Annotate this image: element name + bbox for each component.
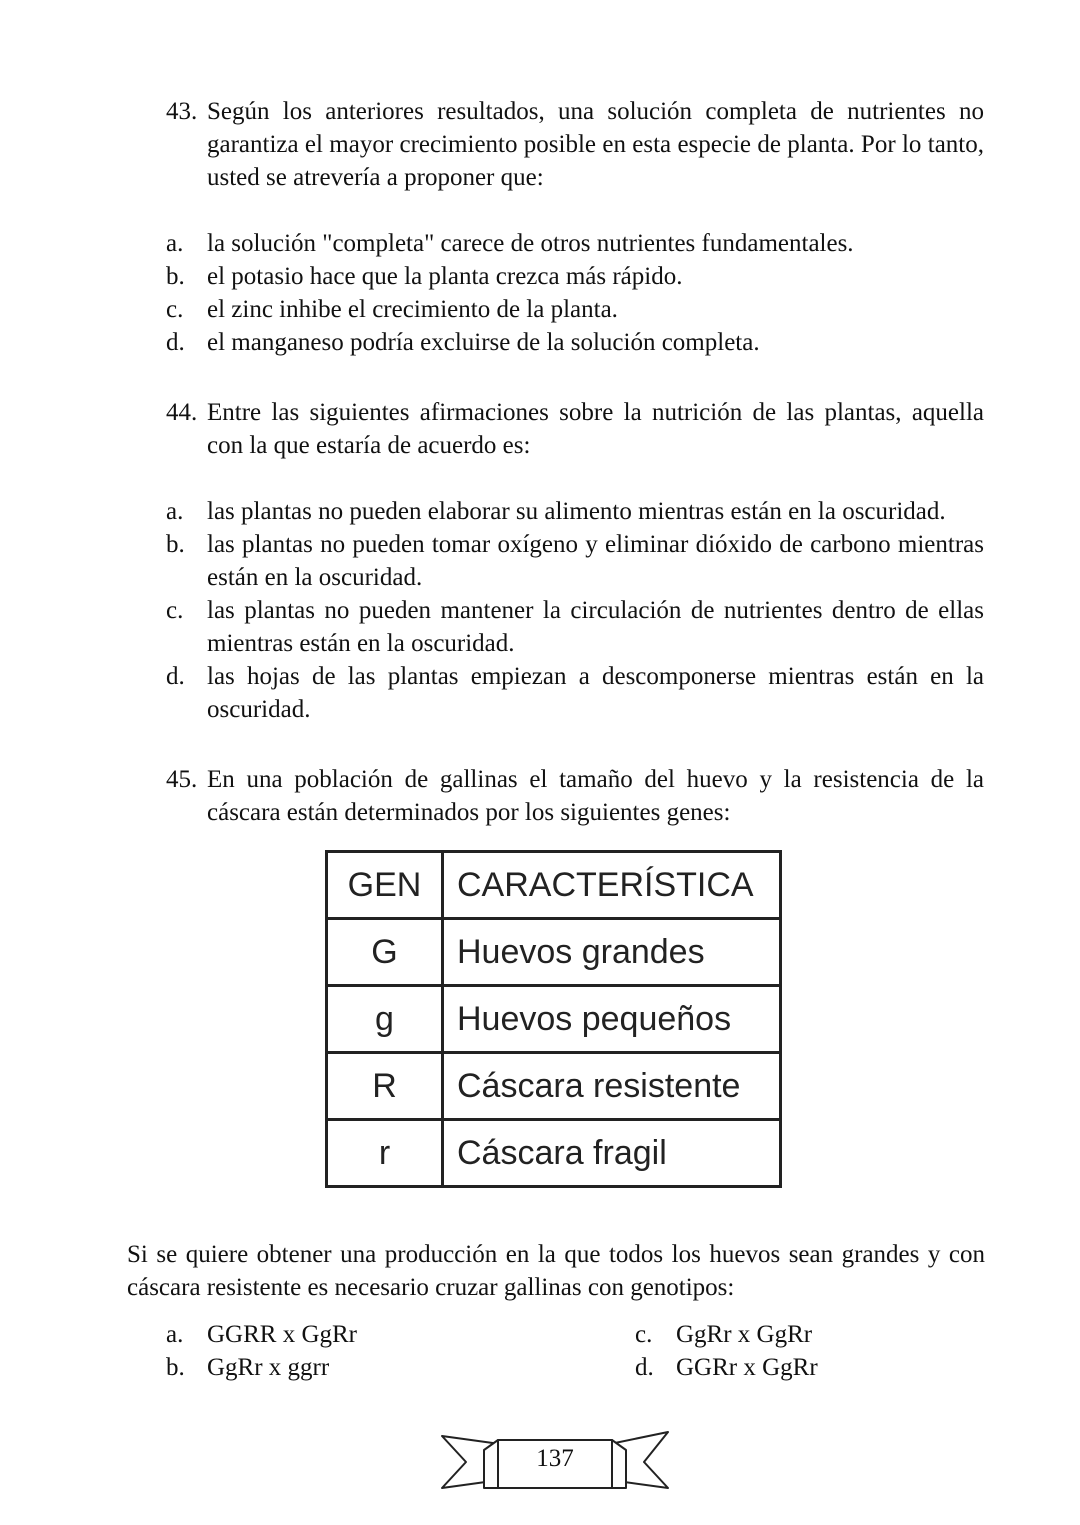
genes-table-container: [325, 850, 782, 1188]
genes-table: [325, 850, 782, 1188]
option-d: [635, 1351, 984, 1384]
question-text: Según los anteriores resultados, una solución completa de nutrientes no garantiza el mayor crecimiento posible en esta especie de planta. Por lo tanto, usted se atrevería a proponer que:: [207, 98, 984, 191]
option-a: [166, 227, 984, 260]
question-number: 45.: [166, 766, 198, 793]
option-a: [166, 1318, 635, 1351]
option-text: las plantas no pueden tomar oxígeno y eliminar dióxido de carbono mientras están en la oscuridad.: [207, 531, 984, 591]
table-cell-caracteristica: Huevos grandes: [443, 919, 781, 986]
option-letter: a.: [166, 1321, 184, 1348]
option-d: [166, 326, 984, 359]
table-cell-caracteristica: Huevos pequeños: [443, 986, 781, 1053]
option-letter: a.: [166, 230, 184, 257]
option-b: [166, 260, 984, 293]
question-44: [166, 396, 984, 726]
table-row: [327, 1053, 781, 1120]
table-header-row: [327, 852, 781, 919]
option-letter: a.: [166, 498, 184, 525]
table-cell-gen: r: [327, 1120, 443, 1187]
option-text: la solución "completa" carece de otros nutrientes fundamentales.: [207, 230, 854, 257]
option-b: [166, 528, 984, 594]
options-list: [166, 495, 984, 726]
table-header-gen: GEN: [327, 852, 443, 919]
question-text: Entre las siguientes afirmaciones sobre la nutrición de las plantas, aquella con la que estaría de acuerdo es:: [207, 399, 984, 459]
option-text: las plantas no pueden elaborar su alimento mientras están en la oscuridad.: [207, 498, 946, 525]
table-row: [327, 919, 781, 986]
option-letter: d.: [166, 663, 185, 690]
option-letter: c.: [166, 296, 184, 323]
option-text: GGRR x GgRr: [207, 1321, 358, 1348]
options-list: [166, 227, 984, 359]
option-text: las plantas no pueden mantener la circulación de nutrientes dentro de ellas mientras están en la oscuridad.: [207, 597, 984, 657]
option-letter: d.: [166, 329, 185, 356]
option-letter: c.: [635, 1321, 653, 1348]
question-45: [166, 763, 984, 829]
option-a: [166, 495, 984, 528]
option-letter: b.: [166, 1354, 185, 1381]
option-letter: b.: [166, 263, 185, 290]
option-text: el manganeso podría excluirse de la solución completa.: [207, 329, 760, 356]
question-number: 43.: [166, 98, 198, 125]
option-c: [166, 293, 984, 326]
option-c: [166, 594, 984, 660]
table-cell-gen: R: [327, 1053, 443, 1120]
option-letter: b.: [166, 531, 185, 558]
option-c: [635, 1318, 984, 1351]
question-45-options: [166, 1318, 984, 1384]
table-header-caracteristica: CARACTERÍSTICA: [443, 852, 781, 919]
option-text: el zinc inhibe el crecimiento de la planta.: [207, 296, 618, 323]
question-45-stem: Si se quiere obtener una producción en la que todos los huevos sean grandes y con cáscara resistente es necesario cruzar gallinas con genotipos:: [127, 1241, 985, 1301]
option-text: el potasio hace que la planta crezca más rápido.: [207, 263, 683, 290]
option-letter: c.: [166, 597, 184, 624]
table-cell-gen: G: [327, 919, 443, 986]
page-number: 137: [536, 1445, 574, 1472]
question-number: 44.: [166, 399, 198, 426]
option-text: las hojas de las plantas empiezan a descomponerse mientras están en la oscuridad.: [207, 663, 984, 723]
option-text: GGRr x GgRr: [676, 1354, 818, 1381]
table-cell-caracteristica: Cáscara fragil: [443, 1120, 781, 1187]
option-d: [166, 660, 984, 726]
table-cell-caracteristica: Cáscara resistente: [443, 1053, 781, 1120]
option-text: GgRr x GgRr: [676, 1321, 813, 1348]
option-letter: d.: [635, 1354, 654, 1381]
table-row: [327, 986, 781, 1053]
table-row: [327, 1120, 781, 1187]
option-b: [166, 1351, 635, 1384]
question-text: En una población de gallinas el tamaño del huevo y la resistencia de la cáscara están determinados por los siguientes genes:: [207, 766, 984, 826]
option-text: GgRr x ggrr: [207, 1354, 330, 1381]
page-number-banner: [440, 1428, 670, 1492]
table-cell-gen: g: [327, 986, 443, 1053]
question-43: [166, 95, 984, 359]
